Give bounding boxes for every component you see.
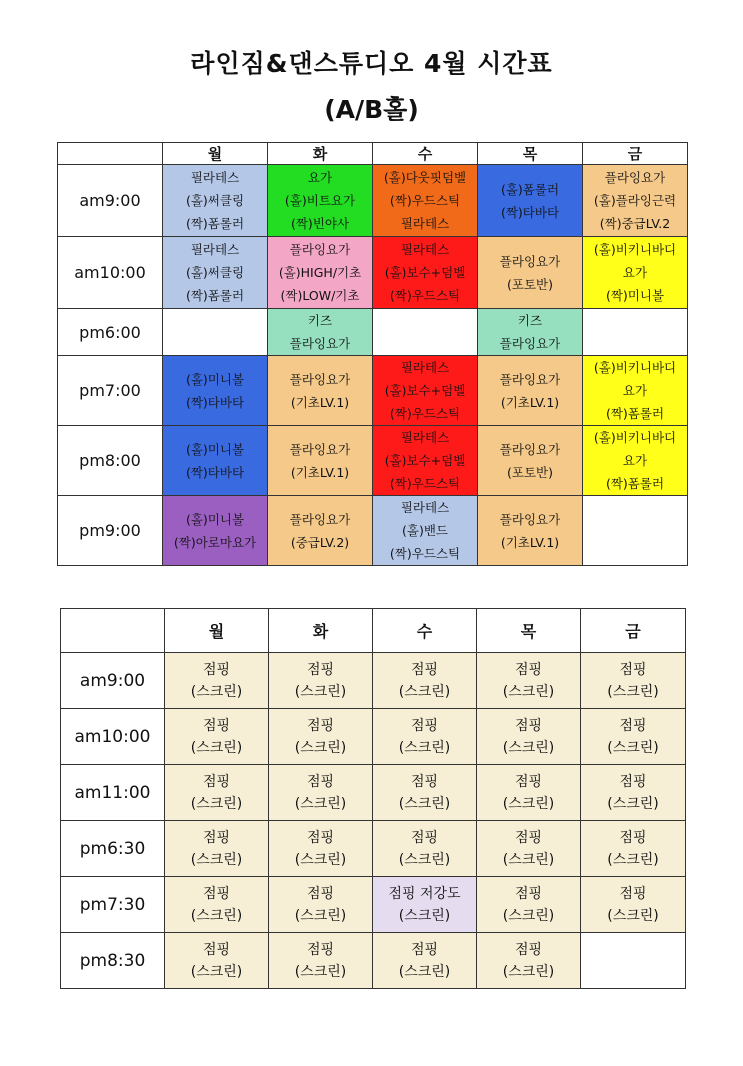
class-line: (짝)폼롤러 (185, 216, 245, 231)
class-cell (477, 877, 581, 933)
class-line: 플라잉요가 (499, 441, 561, 457)
class-line: 필라테스 (400, 430, 450, 445)
class-cell (373, 426, 478, 496)
class-cell (165, 653, 269, 709)
class-line: 플라잉요가 (499, 511, 561, 527)
class-line: (스크린) (607, 739, 659, 756)
time-label: pm8:00 (58, 426, 163, 496)
time-label: am11:00 (61, 765, 165, 821)
class-line: 점핑 (514, 661, 543, 678)
table-row (58, 356, 688, 426)
class-line: (스크린) (294, 795, 347, 812)
class-cell (268, 165, 373, 237)
class-line: (홀)다웃핏덤벨 (383, 170, 467, 185)
class-line: (중급LV.2) (290, 534, 350, 550)
class-cell (583, 309, 688, 356)
class-line: (짝)우드스틱 (389, 476, 461, 491)
class-cell (163, 165, 268, 237)
class-line: (짝)타바타 (500, 204, 560, 220)
class-line: (짝)LOW/기초 (280, 288, 360, 303)
class-line: 점핑 (619, 773, 647, 790)
class-cell (163, 356, 268, 426)
class-cell (163, 426, 268, 496)
class-line: (스크린) (398, 963, 451, 980)
class-line: 점핑 (202, 829, 231, 846)
class-line: (스크린) (190, 851, 243, 868)
table-row (61, 709, 686, 765)
class-line: (스크린) (190, 907, 243, 924)
class-line: (짝)폼롤러 (185, 288, 245, 303)
class-line: (홀)미니볼 (185, 511, 245, 527)
class-line: 필라테스 (400, 242, 450, 257)
class-cell (269, 765, 373, 821)
class-line: (스크린) (502, 963, 555, 980)
class-line: (스크린) (190, 795, 243, 812)
class-line: 점핑 (514, 829, 543, 846)
class-cell (165, 765, 269, 821)
page-subtitle: (A/B홀) (324, 95, 419, 124)
class-line: 점핑 (202, 717, 231, 734)
class-line: (짝)타바타 (185, 394, 245, 410)
class-line: (스크린) (190, 683, 243, 700)
class-line: 플라잉요가 (604, 170, 666, 185)
time-label: pm6:00 (58, 309, 163, 356)
class-line: 점핑 (514, 885, 543, 902)
time-label: pm9:00 (58, 496, 163, 566)
time-label: am10:00 (61, 709, 165, 765)
table-row (58, 496, 688, 566)
class-line: 점핑 (410, 661, 439, 678)
class-line: (스크린) (190, 963, 243, 980)
class-line: 점핑 (410, 717, 439, 734)
class-line: (스크린) (502, 683, 555, 700)
class-line: 플라잉요가 (289, 336, 351, 351)
class-line: (짝)우드스틱 (389, 546, 461, 561)
class-line: 점핑 (306, 661, 335, 678)
table-row (61, 765, 686, 821)
class-line: (기초LV.1) (290, 394, 350, 410)
class-cell (581, 653, 686, 709)
schedule-table-ab-hall (57, 142, 688, 566)
class-cell (269, 653, 373, 709)
time-label: am10:00 (58, 237, 163, 309)
class-cell (373, 877, 477, 933)
class-cell (269, 877, 373, 933)
class-line: 점핑 (410, 773, 439, 790)
class-cell (373, 356, 478, 426)
time-label: am9:00 (61, 653, 165, 709)
table-row (61, 821, 686, 877)
class-cell (165, 933, 269, 989)
class-line: (스크린) (398, 683, 451, 700)
class-line: 플라잉요가 (499, 253, 561, 269)
class-cell (477, 765, 581, 821)
class-line: (스크린) (294, 907, 347, 924)
class-line: (스크린) (294, 851, 347, 868)
class-line: (포토반) (507, 464, 553, 480)
class-cell (581, 821, 686, 877)
class-cell (581, 933, 686, 989)
class-line: 점핑 (619, 661, 647, 678)
class-cell (163, 309, 268, 356)
class-line: 요가 (307, 170, 333, 185)
day-header-tue: 화 (269, 609, 373, 653)
class-line: (스크린) (398, 739, 451, 756)
class-cell (373, 309, 478, 356)
class-line: (홀)밴드 (402, 523, 448, 538)
class-cell (477, 821, 581, 877)
day-header-wed: 수 (373, 609, 477, 653)
table-row (58, 426, 688, 496)
class-line: (짝)우드스틱 (389, 288, 461, 303)
class-line: 점핑 (514, 717, 543, 734)
class-cell (268, 426, 373, 496)
class-cell (163, 496, 268, 566)
class-line: 점핑 (514, 773, 543, 790)
class-line: 점핑 (306, 717, 335, 734)
class-line: (짝)우드스틱 (389, 406, 461, 421)
class-line: (스크린) (502, 795, 555, 812)
class-line: (포토반) (507, 276, 553, 292)
class-line: 키즈 (517, 313, 543, 328)
class-line: (기초LV.1) (500, 534, 560, 550)
class-cell (581, 765, 686, 821)
class-line: (홀)HIGH/기초 (278, 265, 362, 280)
class-line: (짝)폼롤러 (605, 406, 665, 421)
day-header-mon: 월 (165, 609, 269, 653)
class-line: (짝)폼롤러 (605, 476, 665, 491)
header-corner (58, 143, 163, 165)
class-line: 요가 (622, 265, 648, 280)
class-line: (스크린) (607, 795, 659, 812)
class-line: 점핑 (410, 941, 439, 958)
table-row (58, 309, 688, 356)
class-cell (583, 496, 688, 566)
class-line: 요가 (622, 383, 648, 398)
class-cell (478, 237, 583, 309)
class-line: (짝)타바타 (185, 464, 245, 480)
class-line: (홀)써클링 (185, 265, 245, 280)
class-cell (478, 426, 583, 496)
class-cell (268, 237, 373, 309)
table-row (58, 165, 688, 237)
time-label: pm7:00 (58, 356, 163, 426)
class-line: (스크린) (502, 907, 555, 924)
class-line: (기초LV.1) (290, 464, 350, 480)
page-title: 라인짐&댄스튜디오 4월 시간표 (190, 49, 553, 78)
class-line: 점핑 (619, 829, 647, 846)
table-header-row (58, 143, 688, 165)
class-cell (165, 877, 269, 933)
class-line: (스크린) (294, 739, 347, 756)
schedule-table-jumping (60, 608, 686, 989)
class-line: 필라테스 (400, 360, 450, 375)
class-line: (스크린) (398, 851, 451, 868)
class-line: 플라잉요가 (289, 242, 351, 257)
table-row (61, 653, 686, 709)
class-line: 플라잉요가 (289, 441, 351, 457)
class-line: (스크린) (607, 851, 659, 868)
class-line: (스크린) (294, 683, 347, 700)
class-line: 필라테스 (400, 500, 450, 515)
class-line: (홀)비트요가 (284, 193, 356, 208)
class-cell (477, 653, 581, 709)
class-cell (583, 356, 688, 426)
class-cell (477, 933, 581, 989)
class-line: 점핑 저강도 (388, 885, 461, 902)
class-cell (163, 237, 268, 309)
class-line: (스크린) (190, 739, 243, 756)
class-line: (짝)중급LV.2 (599, 216, 671, 231)
class-line: 필라테스 (400, 216, 450, 231)
day-header-wed: 수 (373, 143, 478, 165)
class-cell (373, 653, 477, 709)
class-line: 점핑 (306, 885, 335, 902)
class-line: 플라잉요가 (499, 336, 561, 351)
class-line: (짝)우드스틱 (389, 193, 461, 208)
class-cell (373, 765, 477, 821)
class-cell (373, 709, 477, 765)
class-cell (373, 165, 478, 237)
class-line: (홀)보수+덤벨 (384, 453, 466, 468)
class-line: 점핑 (306, 829, 335, 846)
class-cell (269, 821, 373, 877)
day-header-fri: 금 (581, 609, 686, 653)
class-line: 플라잉요가 (289, 371, 351, 387)
class-line: (홀)미니볼 (185, 441, 245, 457)
class-cell (165, 821, 269, 877)
day-header-thu: 목 (478, 143, 583, 165)
class-line: (홀)플라잉근력 (593, 193, 677, 208)
class-line: (스크린) (502, 851, 555, 868)
table-row (58, 237, 688, 309)
time-label: pm6:30 (61, 821, 165, 877)
class-cell (268, 356, 373, 426)
class-line: (홀)비키니바디 (593, 242, 677, 257)
class-line: (스크린) (607, 683, 659, 700)
class-line: (짝)미니볼 (605, 288, 665, 303)
class-cell (477, 709, 581, 765)
class-cell (165, 709, 269, 765)
class-line: (스크린) (398, 795, 451, 812)
class-cell (478, 309, 583, 356)
class-cell (268, 496, 373, 566)
class-line: (홀)비키니바디 (593, 360, 677, 375)
class-line: 점핑 (514, 941, 543, 958)
class-line: 키즈 (307, 313, 333, 328)
class-line: (홀)미니볼 (185, 371, 245, 387)
time-label: am9:00 (58, 165, 163, 237)
class-line: 점핑 (202, 885, 231, 902)
class-cell (583, 165, 688, 237)
class-cell (478, 356, 583, 426)
class-line: 플라잉요가 (289, 511, 351, 527)
class-line: 점핑 (410, 829, 439, 846)
day-header-fri: 금 (583, 143, 688, 165)
class-cell (268, 309, 373, 356)
class-cell (373, 933, 477, 989)
table-row (61, 933, 686, 989)
class-line: 요가 (622, 453, 648, 468)
class-cell (373, 237, 478, 309)
class-line: 점핑 (202, 941, 231, 958)
class-line: (짝)빈야사 (290, 216, 350, 231)
class-line: (스크린) (607, 907, 659, 924)
class-line: (홀)써클링 (185, 193, 245, 208)
class-cell (373, 496, 478, 566)
class-cell (581, 877, 686, 933)
class-line: 점핑 (306, 941, 335, 958)
class-line: 플라잉요가 (499, 371, 561, 387)
class-cell (269, 709, 373, 765)
class-cell (581, 709, 686, 765)
class-line: (기초LV.1) (500, 394, 560, 410)
class-cell (373, 821, 477, 877)
class-cell (478, 165, 583, 237)
class-line: 필라테스 (190, 170, 240, 185)
class-line: (홀)보수+덤벨 (384, 383, 466, 398)
class-line: (홀)보수+덤벨 (384, 265, 466, 280)
class-line: (홀)폼롤러 (500, 181, 560, 197)
class-line: 점핑 (202, 773, 231, 790)
table-row (61, 877, 686, 933)
day-header-thu: 목 (477, 609, 581, 653)
class-line: (스크린) (398, 907, 451, 924)
class-cell (583, 237, 688, 309)
header-corner (61, 609, 165, 653)
class-line: 필라테스 (190, 242, 240, 257)
class-line: 점핑 (619, 717, 647, 734)
class-line: 점핑 (619, 885, 647, 902)
class-line: 점핑 (202, 661, 231, 678)
time-label: pm8:30 (61, 933, 165, 989)
class-cell (269, 933, 373, 989)
class-cell (478, 496, 583, 566)
table-header-row (61, 609, 686, 653)
day-header-mon: 월 (163, 143, 268, 165)
class-cell (583, 426, 688, 496)
time-label: pm7:30 (61, 877, 165, 933)
day-header-tue: 화 (268, 143, 373, 165)
class-line: (짝)아로마요가 (173, 534, 257, 550)
class-line: 점핑 (306, 773, 335, 790)
class-line: (스크린) (294, 963, 347, 980)
class-line: (스크린) (502, 739, 555, 756)
class-line: (홀)비키니바디 (593, 430, 677, 445)
